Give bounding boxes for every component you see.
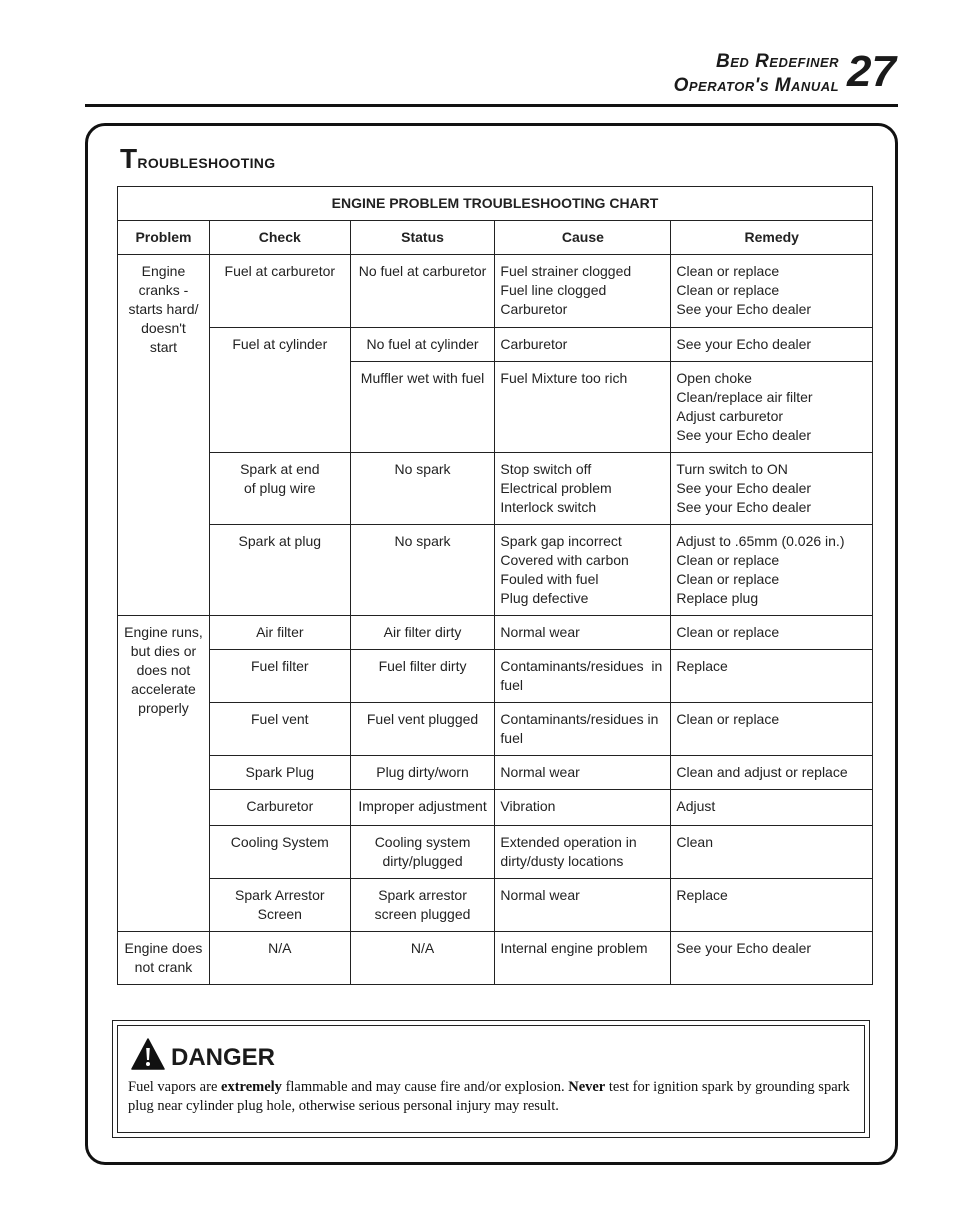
- column-header-status: Status: [350, 221, 495, 255]
- check-cell: Spark Plug: [209, 756, 350, 790]
- remedy-cell: See your Echo dealer: [671, 932, 873, 985]
- status-cell: Air filter dirty: [350, 616, 495, 650]
- check-cell: N/A: [209, 932, 350, 985]
- cause-cell: Normal wear: [495, 879, 671, 932]
- remedy-cell: Adjust: [671, 790, 873, 826]
- table-row: [118, 790, 873, 826]
- danger-header: [131, 1037, 275, 1071]
- cause-cell: Extended operation in dirty/dusty locations: [495, 826, 671, 879]
- manual-title-line2: Operator's Manual: [673, 75, 840, 96]
- warning-triangle-icon: [131, 1037, 165, 1071]
- table-row: [118, 879, 873, 932]
- table-row: [118, 932, 873, 985]
- check-cell: Cooling System: [209, 826, 350, 879]
- manual-title: [674, 50, 839, 98]
- cause-cell: Contaminants/residues in fuel: [495, 650, 671, 703]
- troubleshooting-table: [117, 186, 873, 985]
- problem-cell: Engine does not crank: [118, 932, 210, 985]
- remedy-cell: Clean or replace: [671, 616, 873, 650]
- cause-cell: Fuel Mixture too rich: [495, 362, 671, 453]
- check-cell: Carburetor: [209, 790, 350, 826]
- status-cell: Fuel filter dirty: [350, 650, 495, 703]
- remedy-cell: Clean or replace Clean or replace See your Echo dealer: [671, 255, 873, 328]
- remedy-cell: Clean or replace: [671, 703, 873, 756]
- remedy-cell: Replace: [671, 879, 873, 932]
- danger-label: DANGER: [171, 1044, 276, 1071]
- status-cell: N/A: [350, 932, 495, 985]
- cause-cell: Contaminants/residues in fuel: [495, 703, 671, 756]
- status-cell: Cooling system dirty/plugged: [350, 826, 495, 879]
- problem-cell: Engine runs, but dies or does not accelerate properly: [118, 616, 210, 932]
- table-row: [118, 328, 873, 362]
- check-cell: Fuel filter: [209, 650, 350, 703]
- status-cell: No spark: [350, 453, 495, 525]
- remedy-cell: Adjust to .65mm (0.026 in.) Clean or replace Clean or replace Replace plug: [671, 525, 873, 616]
- cause-cell: Vibration: [495, 790, 671, 826]
- remedy-cell: Clean: [671, 826, 873, 879]
- table-row: [118, 525, 873, 616]
- table-row: [118, 703, 873, 756]
- table-row: [118, 453, 873, 525]
- manual-title-line1: Bed Redefiner: [716, 51, 840, 72]
- header-rule: [85, 104, 898, 107]
- remedy-cell: Open choke Clean/replace air filter Adjust carburetor See your Echo dealer: [671, 362, 873, 453]
- cause-cell: Spark gap incorrect Covered with carbon Fouled with fuel Plug defective: [495, 525, 671, 616]
- check-cell: Spark at plug: [209, 525, 350, 616]
- check-cell: Spark at end of plug wire: [209, 453, 350, 525]
- check-cell: Fuel at carburetor: [209, 255, 350, 328]
- remedy-cell: Replace: [671, 650, 873, 703]
- column-header-check: Check: [209, 221, 350, 255]
- status-cell: Improper adjustment: [350, 790, 495, 826]
- status-cell: Plug dirty/worn: [350, 756, 495, 790]
- column-header-cause: Cause: [495, 221, 671, 255]
- status-cell: Muffler wet with fuel: [350, 362, 495, 453]
- cause-cell: Fuel strainer clogged Fuel line clogged Carburetor: [495, 255, 671, 328]
- table-row: [118, 255, 873, 328]
- status-cell: Spark arrestor screen plugged: [350, 879, 495, 932]
- column-header-problem: Problem: [118, 221, 210, 255]
- table-row: [118, 616, 873, 650]
- table-row: [118, 756, 873, 790]
- table-row: [118, 650, 873, 703]
- page-number: 27: [847, 47, 896, 96]
- check-cell: Fuel at cylinder: [209, 328, 350, 453]
- status-cell: No fuel at carburetor: [350, 255, 495, 328]
- table-row: [118, 826, 873, 879]
- status-cell: No spark: [350, 525, 495, 616]
- check-cell: Air filter: [209, 616, 350, 650]
- column-header-remedy: Remedy: [671, 221, 873, 255]
- page-header: [674, 48, 896, 98]
- danger-box: [112, 1020, 870, 1138]
- remedy-cell: See your Echo dealer: [671, 328, 873, 362]
- chart-title: ENGINE PROBLEM TROUBLESHOOTING CHART: [118, 187, 873, 221]
- cause-cell: Normal wear: [495, 756, 671, 790]
- cause-cell: Normal wear: [495, 616, 671, 650]
- cause-cell: Stop switch off Electrical problem Interlock switch: [495, 453, 671, 525]
- cause-cell: Internal engine problem: [495, 932, 671, 985]
- check-cell: Fuel vent: [209, 703, 350, 756]
- remedy-cell: Turn switch to ON See your Echo dealer See your Echo dealer: [671, 453, 873, 525]
- problem-cell: Engine cranks - starts hard/ doesn't start: [118, 255, 210, 616]
- remedy-cell: Clean and adjust or replace: [671, 756, 873, 790]
- section-title: Troubleshooting: [120, 143, 276, 174]
- status-cell: Fuel vent plugged: [350, 703, 495, 756]
- check-cell: Spark Arrestor Screen: [209, 879, 350, 932]
- status-cell: No fuel at cylinder: [350, 328, 495, 362]
- danger-message: Fuel vapors are extremely flammable and may cause fire and/or explosion. Never test for ignition spark by grounding spark plug near cylinder plug hole, otherwise serious personal injury may result.: [128, 1079, 850, 1114]
- cause-cell: Carburetor: [495, 328, 671, 362]
